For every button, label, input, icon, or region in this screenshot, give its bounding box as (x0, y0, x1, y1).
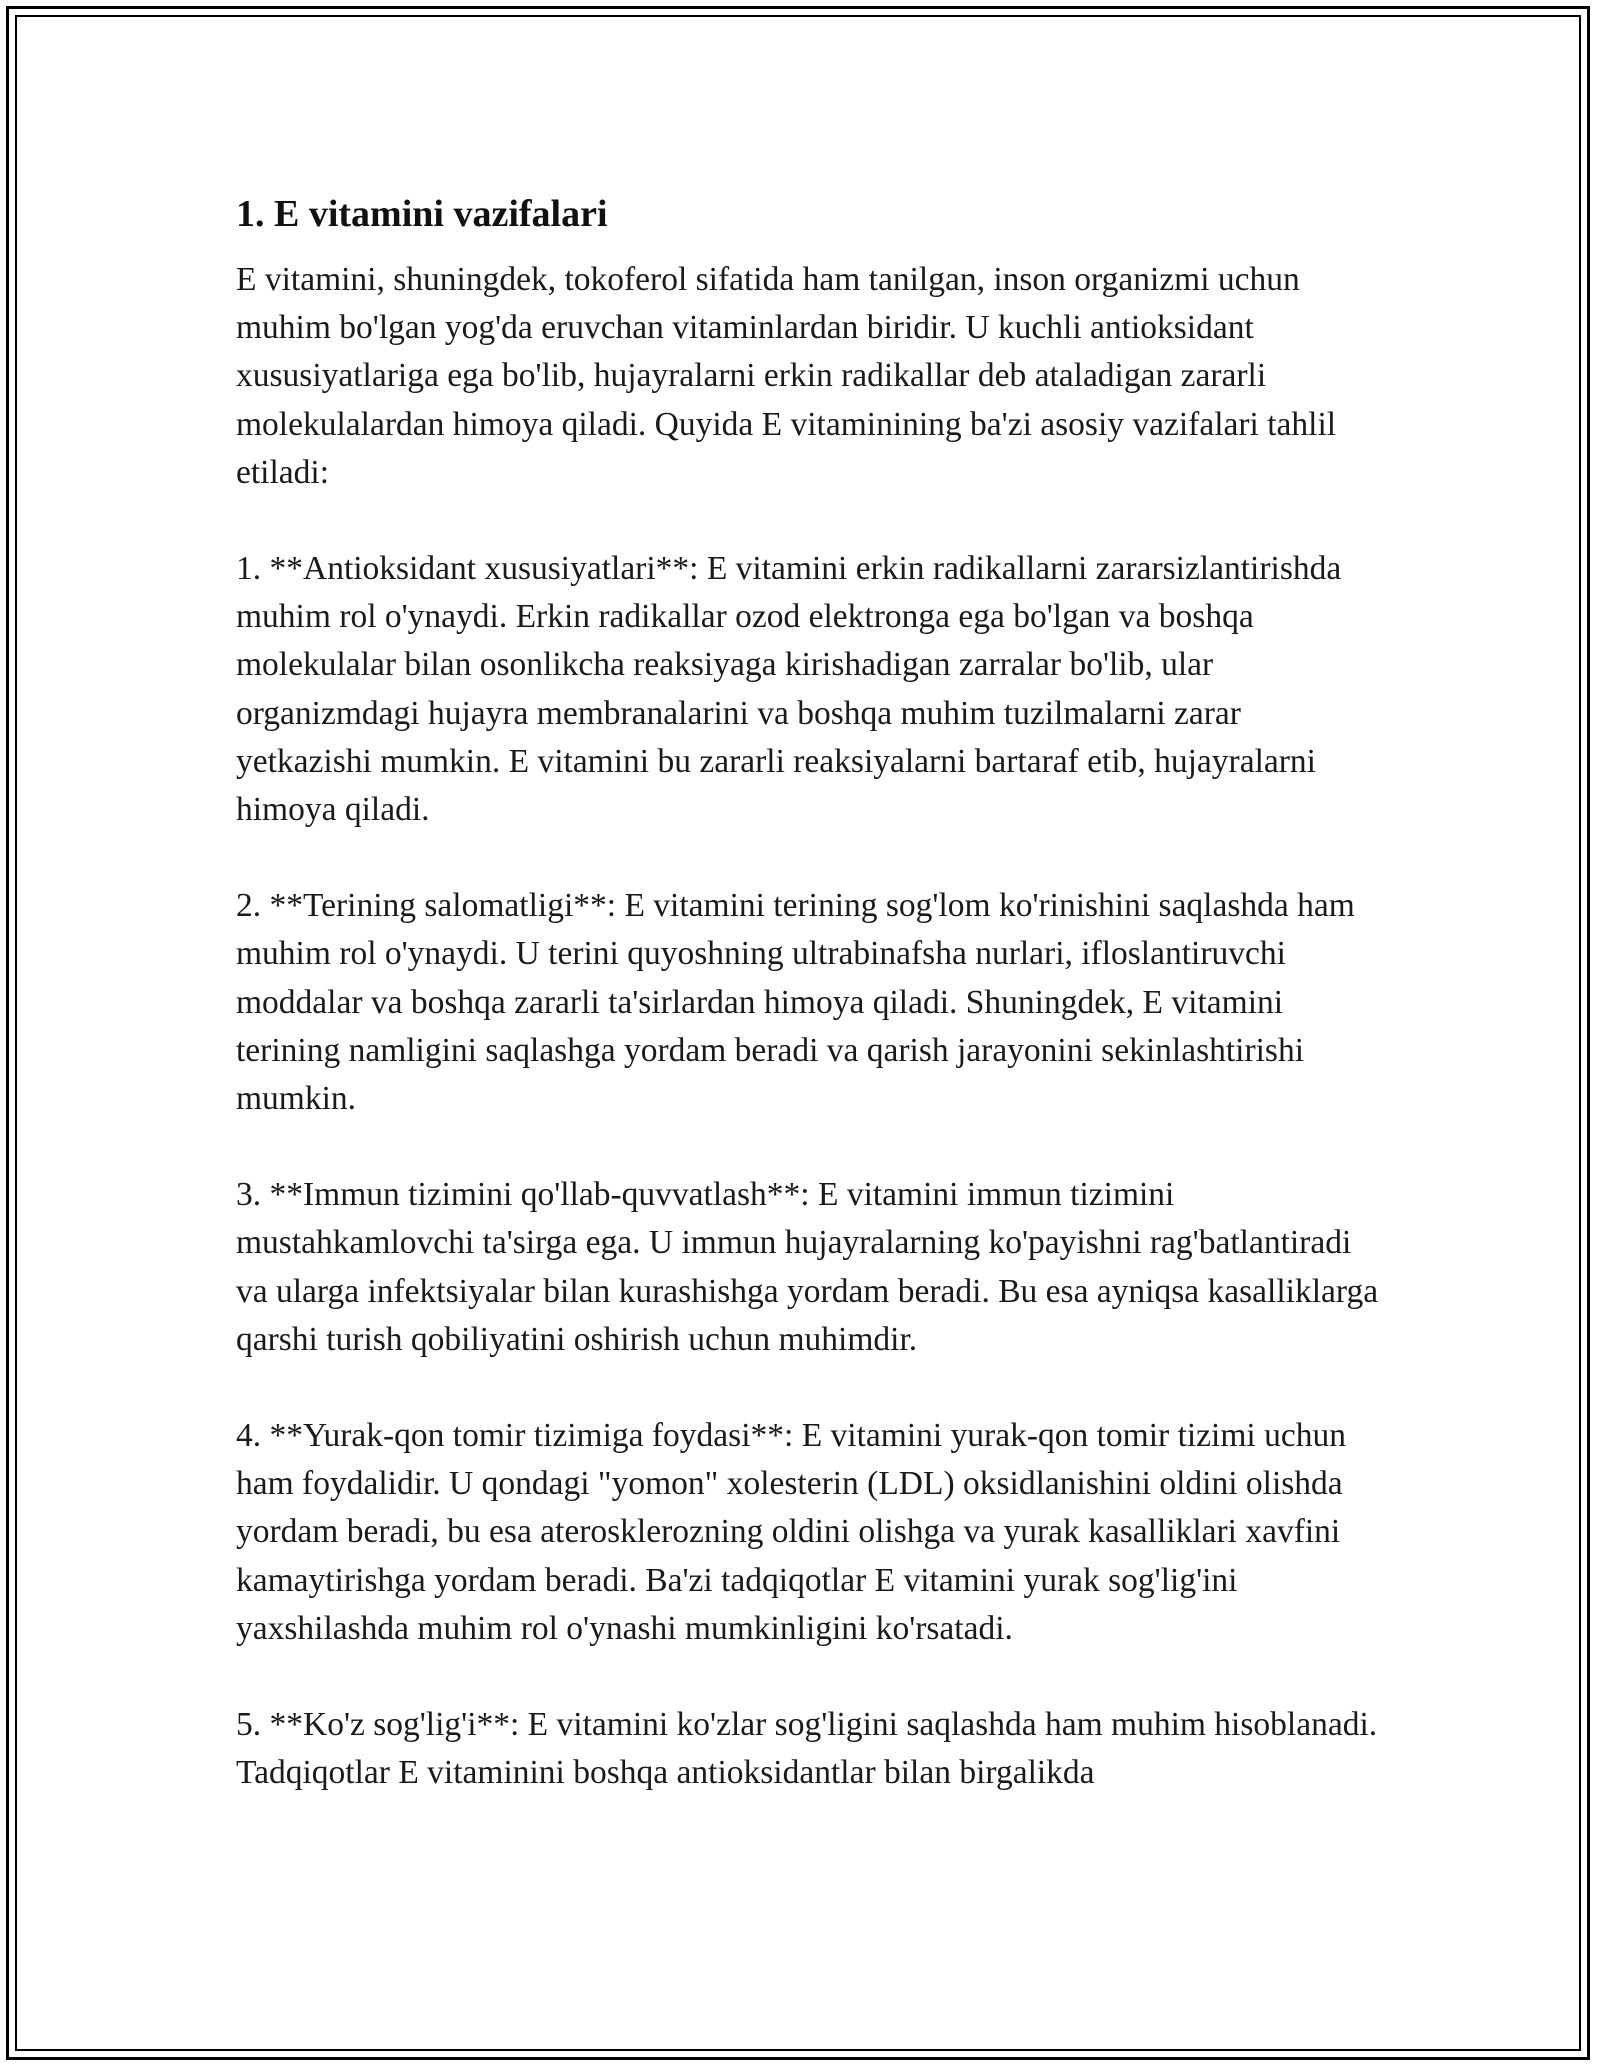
paragraph-cardiovascular: 4. **Yurak-qon tomir tizimiga foydasi**: E vitamini yurak-qon tomir tizimi uchun ham foydalidir. U qondagi "yomon" xolesterin (LDL) oksidlanishini oldini olishda yordam beradi, bu esa aterosklerozning oldini olishga va yurak kasalliklari xavfini kamaytirishga yordam beradi. Ba'zi tadqiqotlar E vitamini yurak sog'lig'ini yaxshilashda muhim rol o'ynashi mumkinligini ko'rsatadi. (236, 1417, 1346, 1647)
paragraph-eye-health: 5. **Ko'z sog'lig'i**: E vitamini ko'zlar sog'ligini saqlashda ham muhim hisoblanadi. Tadqiqotlar E vitaminini boshqa antioksidantlar bilan birgalikda (236, 1706, 1378, 1792)
document-body (236, 186, 1384, 1845)
paragraph-antioxidant: 1. **Antioksidant xususiyatlari**: E vitamini erkin radikallarni zararsizlantirishda muhim rol o'ynaydi. Erkin radikallar ozod elektronga ega bo'lgan va boshqa molekulalar bilan osonlikcha reaksiyaga kirishadigan zarralar bo'lib, ular organizmdagi hujayra membranalarini va boshqa muhim tuzilmalarni zarar yetkazishi mumkin. E vitamini bu zararli reaksiyalarni bartaraf etib, hujayralarni himoya qiladi. (236, 550, 1342, 829)
section-title: 1. E vitamini vazifalari (236, 193, 608, 235)
intro-paragraph: E vitamini, shuningdek, tokoferol sifatida ham tanilgan, inson organizmi uchun muhim bo'lgan yog'da eruvchan vitaminlardan biridir. U kuchli antioksidant xususiyatlariga ega bo'lib, hujayralarni erkin radikallar deb ataladigan zararli molekulalardan himoya qiladi. Quyida E vitaminining ba'zi asosiy vazifalari tahlil etiladi: (236, 261, 1337, 491)
paragraph-immune-support: 3. **Immun tizimini qo'llab-quvvatlash**: E vitamini immun tizimini mustahkamlovchi ta'sirga ega. U immun hujayralarning ko'payishni rag'batlantiradi va ularga infektsiyalar bilan kurashishga yordam beradi. Bu esa ayniqsa kasalliklarga qarshi turish qobiliyatini oshirish uchun muhimdir. (236, 1176, 1379, 1358)
paragraph-skin-health: 2. **Terining salomatligi**: E vitamini terining sog'lom ko'rinishini saqlashda ham muhim rol o'ynaydi. U terini quyoshning ultrabinafsha nurlari, ifloslantiruvchi moddalar va boshqa zararli ta'sirlardan himoya qiladi. Shuningdek, E vitamini terining namligini saqlashga yordam beradi va qarish jarayonini sekinlashtirishi mumkin. (236, 887, 1355, 1118)
